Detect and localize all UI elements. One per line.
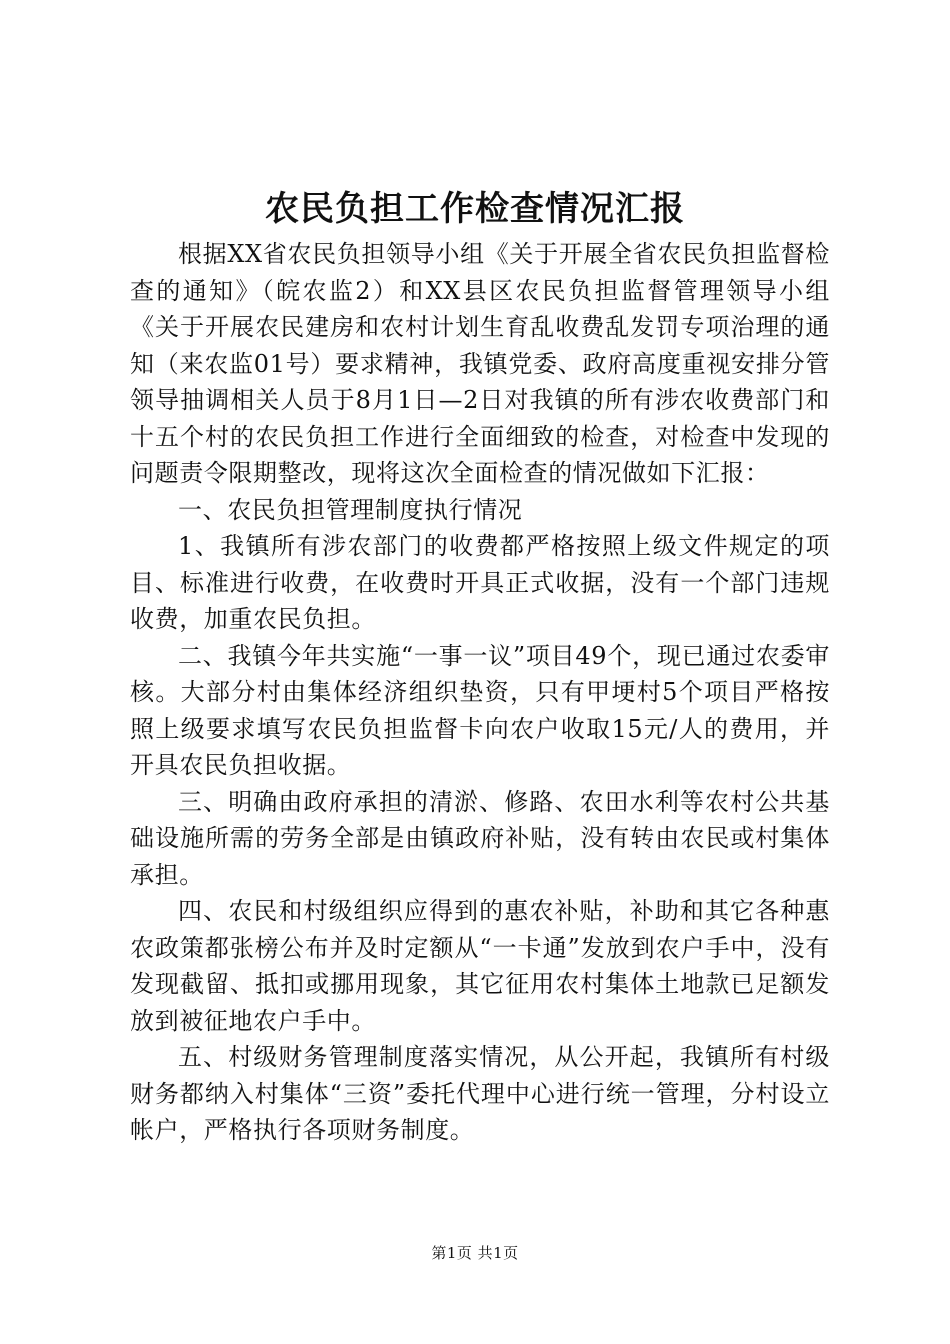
intro-paragraph: 根据XX省农民负担领导小组《关于开展全省农民负担监督检查的通知》（皖农监2）和XX县区农民负担监督管理领导小组《关于开展农民建房和农村计划生育乱收费乱发罚专项治理的通知（来农监01号）要求精神，我镇党委、政府高度重视安排分管领导抽调相关人员于8月1日—2日对我镇的所有涉农收费部门和十五个村的农民负担工作进行全面细致的检查，对检查中发现的问题责令限期整改，现将这次全面检查的情况做如下汇报： bbox=[130, 240, 830, 487]
paragraph-section-5: 五、村级财务管理制度落实情况，从公开起，我镇所有村级财务都纳入村集体“三资”委托代理中心进行统一管理，分村设立帐户，严格执行各项财务制度。 bbox=[130, 1043, 830, 1144]
paragraph-section-4: 四、农民和村级组织应得到的惠农补贴，补助和其它各种惠农政策都张榜公布并及时定额从“一卡通”发放到农户手中，没有发现截留、抵扣或挪用现象，其它征用农村集体土地款已足额发放到被征地农户手中。 bbox=[130, 897, 830, 1035]
paragraph-item-1: 1、我镇所有涉农部门的收费都严格按照上级文件规定的项目、标准进行收费，在收费时开具正式收据，没有一个部门违规收费，加重农民负担。 bbox=[130, 532, 830, 633]
paragraph-section-2: 二、我镇今年共实施“一事一议”项目49个，现已通过农委审核。大部分村由集体经济组织垫资，只有甲埂村5个项目严格按照上级要求填写农民负担监督卡向农户收取15元/人的费用，并开具农民负担收据。 bbox=[130, 641, 830, 779]
section-heading-1: 一、农民负担管理制度执行情况 bbox=[178, 495, 523, 524]
page-footer: 第1页 共1页 bbox=[431, 1244, 519, 1262]
paragraph-section-3: 三、明确由政府承担的清淤、修路、农田水利等农村公共基础设施所需的劳务全部是由镇政府补贴，没有转由农民或村集体承担。 bbox=[130, 787, 830, 889]
document-title: 农民负担工作检查情况汇报 bbox=[265, 189, 685, 229]
document-body bbox=[130, 236, 830, 1149]
